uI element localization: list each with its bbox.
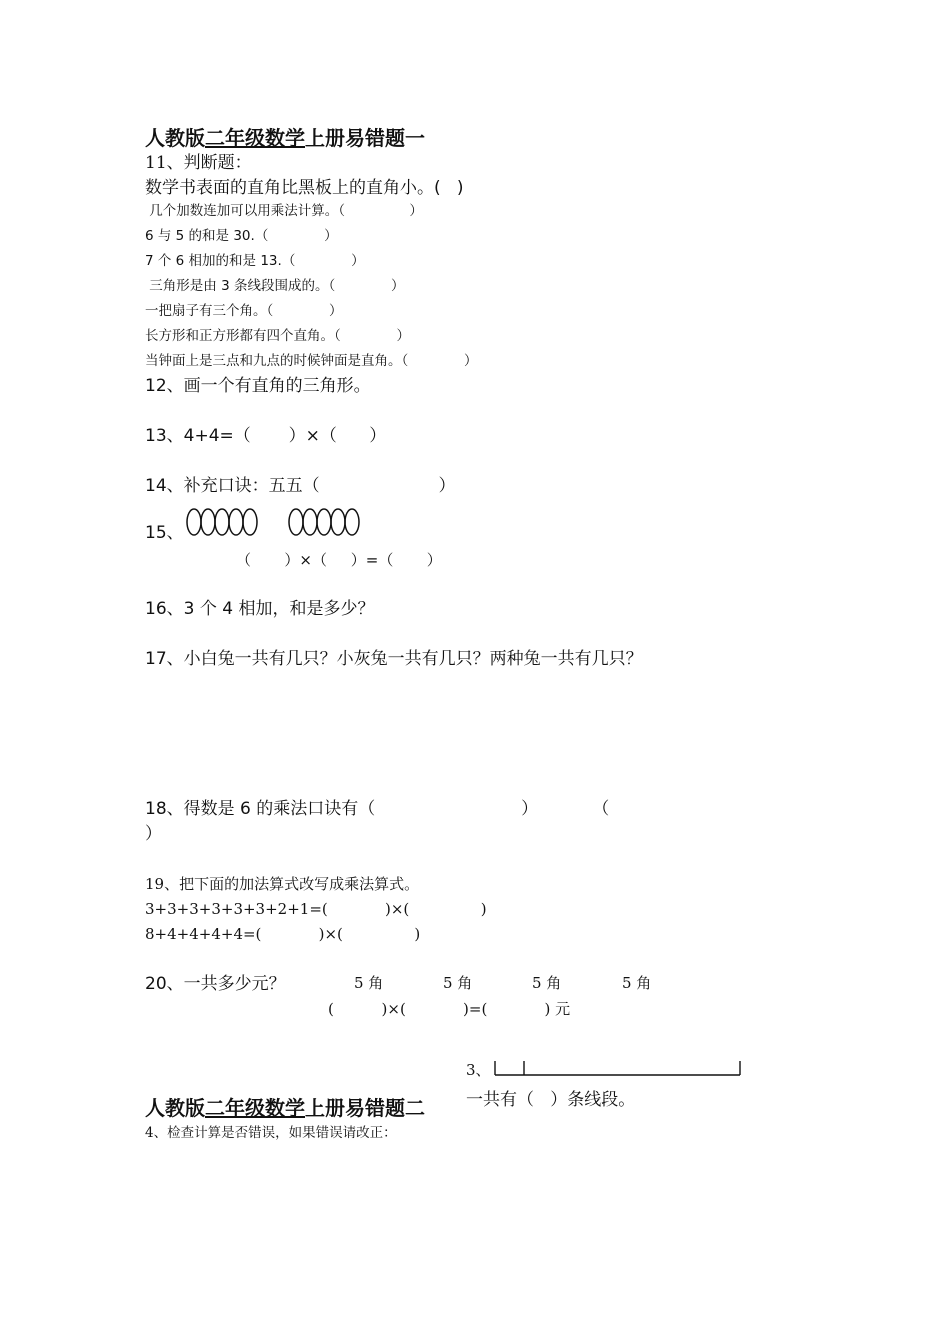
q20-coin-4: 5 角 xyxy=(622,974,652,992)
title2-underlined: 二年级数学 xyxy=(205,1096,305,1120)
q3-text: 一共有（ ）条线段。 xyxy=(466,1090,636,1110)
q11-item-3: 6 与 5 的和是 30.（ ） xyxy=(145,228,338,244)
q18-line-1: 18、得数是 6 的乘法口诀有（ ） （ xyxy=(145,799,610,819)
q11-item-6: 一把扇子有三个角。（ ） xyxy=(145,303,343,319)
q11-item-1: 数学书表面的直角比黑板上的直角小。( ) xyxy=(145,178,464,198)
q20-coin-1: 5 角 xyxy=(354,974,384,992)
q15-expression: （ ）×（ ）=（ ） xyxy=(236,551,442,569)
q4-text: 4、检查计算是否错误，如果错误请改正： xyxy=(145,1125,397,1141)
page-title-1 xyxy=(145,128,425,148)
ring-group-illustration xyxy=(184,505,364,539)
page-title-2 xyxy=(145,1098,425,1118)
q12-text: 12、画一个有直角的三角形。 xyxy=(145,376,371,396)
q19-label: 19、把下面的加法算式改写成乘法算式。 xyxy=(145,875,420,893)
title2-suffix: 上册易错题二 xyxy=(305,1096,425,1120)
q19-line-2: 8+4+4+4+4=( )×( ) xyxy=(145,925,421,943)
q20-coin-2: 5 角 xyxy=(443,974,473,992)
q17-text: 17、小白兔一共有几只？小灰兔一共有几只？两种兔一共有几只？ xyxy=(145,649,643,669)
q20-expression: ( )×( )=( ) 元 xyxy=(328,1000,571,1018)
q19-line-1: 3+3+3+3+3+3+2+1=( )×( ) xyxy=(145,900,487,918)
q13-text: 13、4+4=（ ）×（ ） xyxy=(145,426,387,446)
q16-text: 16、3 个 4 相加，和是多少？ xyxy=(145,599,375,619)
q11-item-2: 几个加数连加可以用乘法计算。（ ） xyxy=(145,203,423,219)
q11-label: 11、判断题： xyxy=(145,153,252,173)
q20-label: 20、一共多少元？ xyxy=(145,974,286,994)
line-segment-figure xyxy=(492,1058,744,1078)
title2-prefix: 人教版 xyxy=(145,1096,205,1120)
q11-item-4: 7 个 6 相加的和是 13.（ ） xyxy=(145,253,365,269)
q20-coin-3: 5 角 xyxy=(532,974,562,992)
q11-item-7: 长方形和正方形都有四个直角。（ ） xyxy=(145,328,411,344)
q3-label: 3、 xyxy=(466,1061,491,1079)
title-underlined: 二年级数学 xyxy=(205,126,305,150)
q11-item-8: 当钟面上是三点和九点的时候钟面是直角。（ ） xyxy=(145,353,478,369)
q14-text: 14、补充口诀：五五（ ） xyxy=(145,476,456,496)
title-prefix: 人教版 xyxy=(145,126,205,150)
q18-line-2: ） xyxy=(145,824,162,844)
title-suffix: 上册易错题一 xyxy=(305,126,425,150)
q15-label: 15、 xyxy=(145,523,184,543)
q11-item-5: 三角形是由 3 条线段围成的。（ ） xyxy=(145,278,405,294)
